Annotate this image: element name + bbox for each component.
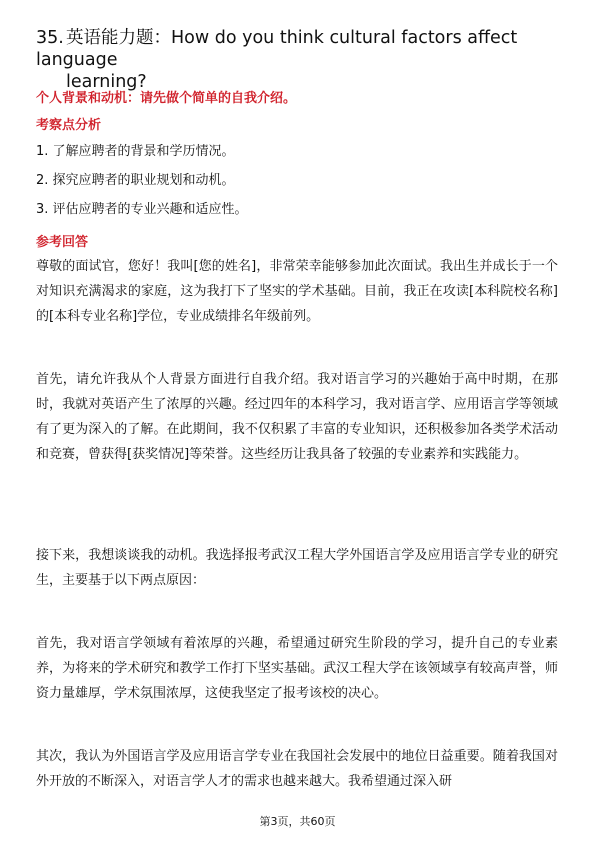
page-footer: 第3页，共60页 bbox=[259, 815, 336, 828]
analysis-item-2: 2. 探究应聘者的职业规划和动机。 bbox=[36, 173, 235, 188]
answer-label: 参考回答 bbox=[36, 235, 89, 250]
question-title-text: 英语能力题：How do you think cultural factors affect language bbox=[36, 28, 518, 70]
analysis-label: 考察点分析 bbox=[36, 118, 102, 133]
section-heading: 个人背景和动机：请先做个简单的自我介绍。 bbox=[36, 91, 297, 106]
question-number: 35. bbox=[36, 28, 64, 48]
answer-paragraph-4: 首先，我对语言学领域有着浓厚的兴趣，希望通过研究生阶段的学习，提升自己的专业素养，为将来的学术研究和教学工作打下坚实基础。武汉工程大学在该领域享有较高声誉，师资力量雄厚，学术氛围浓厚，这使我坚定了报考该校的决心。 bbox=[36, 636, 558, 701]
question-title-continuation: learning? bbox=[66, 72, 147, 92]
answer-paragraph-1: 尊敬的面试官，您好！我叫[您的姓名]，非常荣幸能够参加此次面试。我出生并成长于一个对知识充满渴求的家庭，这为我打下了坚实的学术基础。目前，我正在攻读[本科院校名称]的[本科专业名称]学位，专业成绩排名年级前列。 bbox=[36, 259, 558, 324]
answer-paragraph-2: 首先，请允许我从个人背景方面进行自我介绍。我对语言学习的兴趣始于高中时期，在那时，我就对英语产生了浓厚的兴趣。经过四年的本科学习，我对语言学、应用语言学等领域有了更为深入的了解。在此期间，我不仅积累了丰富的专业知识，还积极参加各类学术活动和竞赛，曾获得[获奖情况]等荣誉。这些经历让我具备了较强的专业素养和实践能力。 bbox=[36, 372, 558, 462]
answer-paragraph-5: 其次，我认为外国语言学及应用语言学专业在我国社会发展中的地位日益重要。随着我国对外开放的不断深入，对语言学人才的需求也越来越大。我希望通过深入研 bbox=[36, 749, 558, 789]
analysis-item-3: 3. 评估应聘者的专业兴趣和适应性。 bbox=[36, 202, 248, 217]
answer-paragraph-3: 接下来，我想谈谈我的动机。我选择报考武汉工程大学外国语言学及应用语言学专业的研究生，主要基于以下两点原因： bbox=[36, 548, 558, 588]
question-title bbox=[36, 27, 566, 93]
analysis-item-1: 1. 了解应聘者的背景和学历情况。 bbox=[36, 144, 235, 159]
